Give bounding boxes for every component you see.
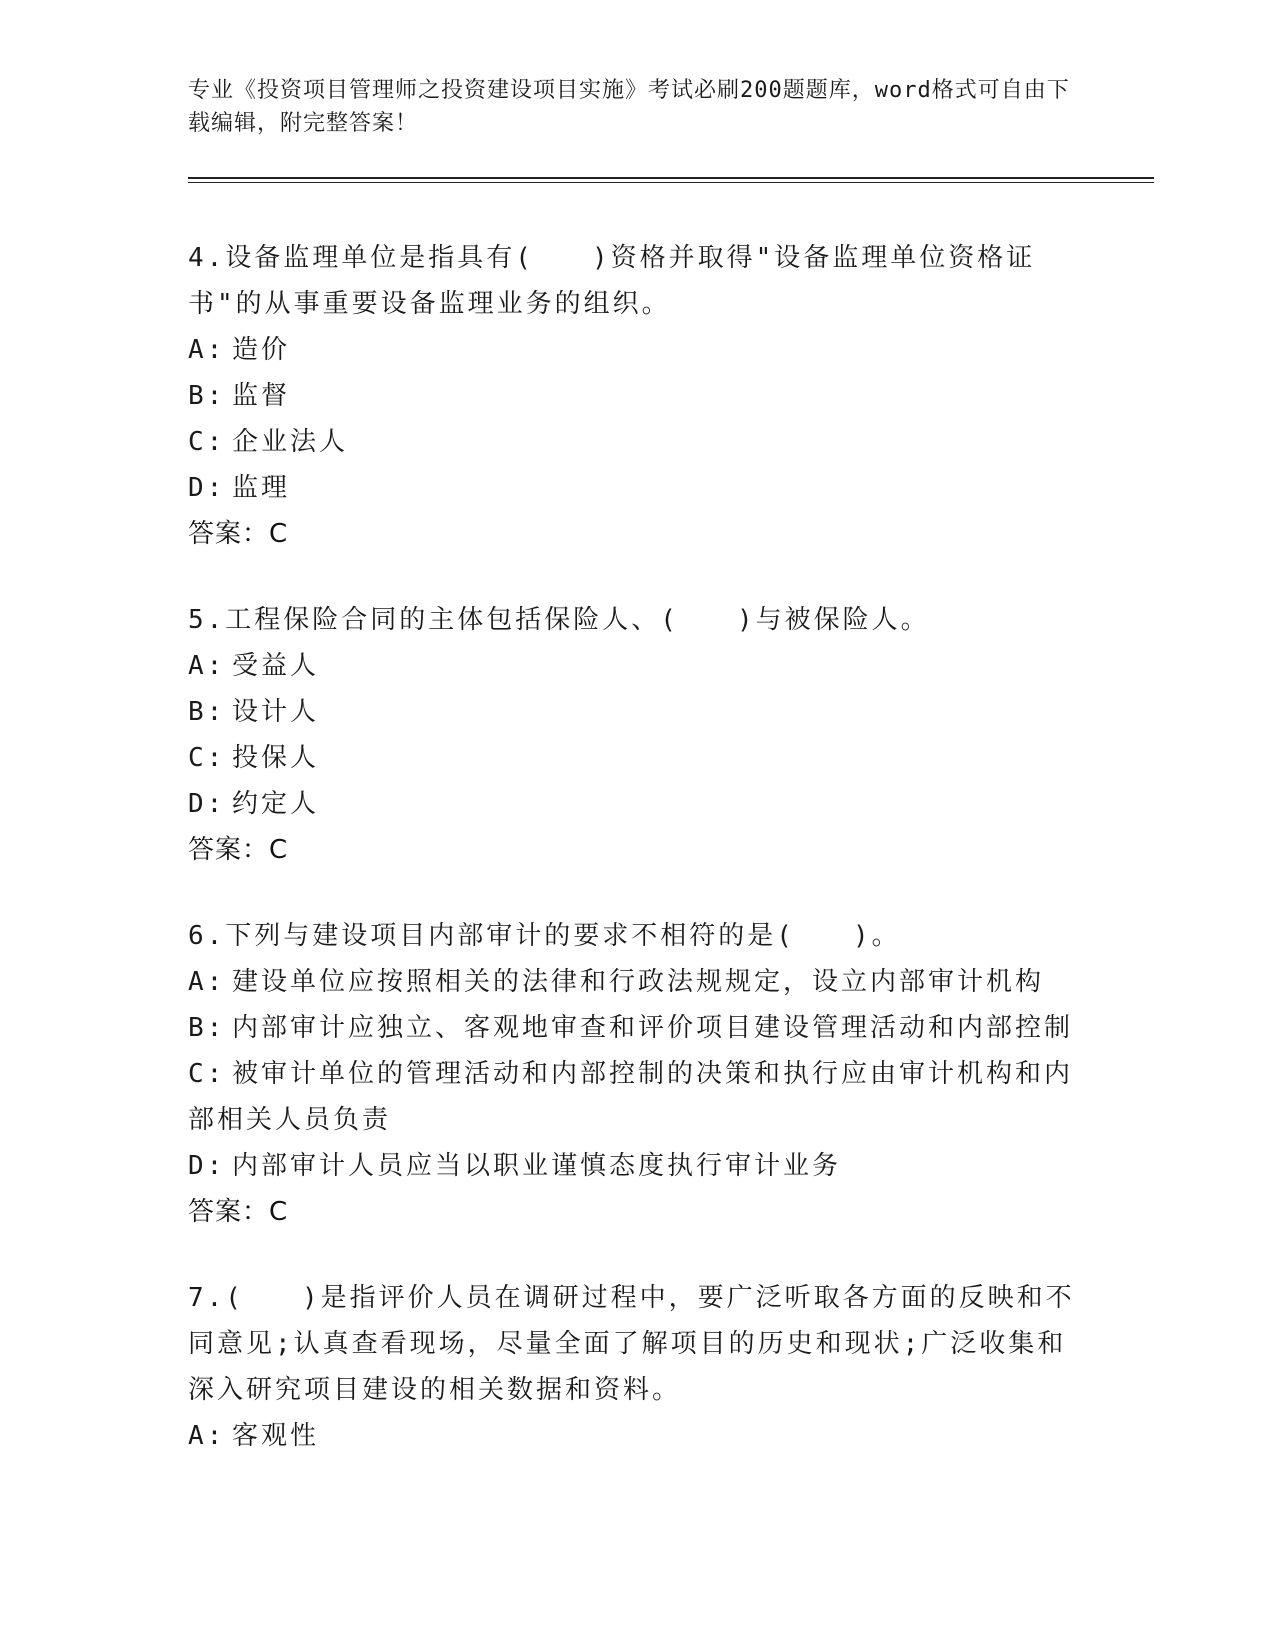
option-key: B: (188, 1013, 226, 1043)
option-key: A: (188, 967, 226, 997)
option-key: C: (188, 743, 226, 773)
option-text: 监督 (232, 381, 291, 411)
option-key: C: (188, 427, 226, 457)
question-item (188, 597, 1078, 873)
answer-line: 答案：C (188, 519, 289, 549)
option-c (188, 1051, 1078, 1143)
answer-line: 答案：C (188, 1197, 289, 1227)
option-key: D: (188, 1151, 226, 1181)
header-divider-thick (188, 177, 1154, 179)
option-text: 被审计单位的管理活动和内部控制的决策和执行应由审计机构和内部相关人员负责 (188, 1059, 1074, 1135)
option-key: D: (188, 473, 226, 503)
option-key: D: (188, 789, 226, 819)
option-d (188, 1143, 1078, 1189)
option-text: 设计人 (232, 697, 320, 727)
option-b (188, 373, 1078, 419)
question-item (188, 235, 1078, 557)
answer-line: 答案：C (188, 835, 289, 865)
document-header: 专业《投资项目管理师之投资建设项目实施》考试必刷200题题库，word格式可自由下载编辑，附完整答案！ (188, 78, 1070, 136)
option-text: 内部审计人员应当以职业谨慎态度执行审计业务 (232, 1151, 842, 1181)
option-text: 监理 (232, 473, 291, 503)
option-a (188, 327, 1078, 373)
question-stem: 5.工程保险合同的主体包括保险人、( )与被保险人。 (188, 605, 930, 635)
question-item (188, 1275, 1078, 1459)
option-a (188, 1413, 1078, 1459)
option-text: 客观性 (232, 1421, 320, 1451)
option-key: A: (188, 335, 226, 365)
option-a (188, 959, 1078, 1005)
question-item (188, 913, 1078, 1235)
option-key: B: (188, 697, 226, 727)
option-key: C: (188, 1059, 226, 1089)
option-text: 内部审计应独立、客观地审查和评价项目建设管理活动和内部控制 (232, 1013, 1074, 1043)
question-stem: 4.设备监理单位是指具有( )资格并取得"设备监理单位资格证书"的从事重要设备监理业务的组织。 (188, 243, 1036, 319)
option-b (188, 1005, 1078, 1051)
option-c (188, 419, 1078, 465)
option-d (188, 465, 1078, 511)
question-stem: 7.( )是指评价人员在调研过程中，要广泛听取各方面的反映和不同意见;认真查看现场，尽量全面了解项目的历史和现状;广泛收集和深入研究项目建设的相关数据和资料。 (188, 1283, 1075, 1405)
header-divider-thin (188, 182, 1154, 183)
question-stem: 6.下列与建设项目内部审计的要求不相符的是( )。 (188, 921, 901, 951)
option-key: A: (188, 651, 226, 681)
option-text: 企业法人 (232, 427, 349, 457)
option-c (188, 735, 1078, 781)
option-text: 约定人 (232, 789, 320, 819)
option-text: 造价 (232, 335, 291, 365)
option-a (188, 643, 1078, 689)
option-key: A: (188, 1421, 226, 1451)
option-text: 投保人 (232, 743, 320, 773)
question-list (188, 235, 1078, 1499)
option-b (188, 689, 1078, 735)
option-d (188, 781, 1078, 827)
option-key: B: (188, 381, 226, 411)
option-text: 受益人 (232, 651, 320, 681)
option-text: 建设单位应按照相关的法律和行政法规规定，设立内部审计机构 (232, 967, 1045, 997)
